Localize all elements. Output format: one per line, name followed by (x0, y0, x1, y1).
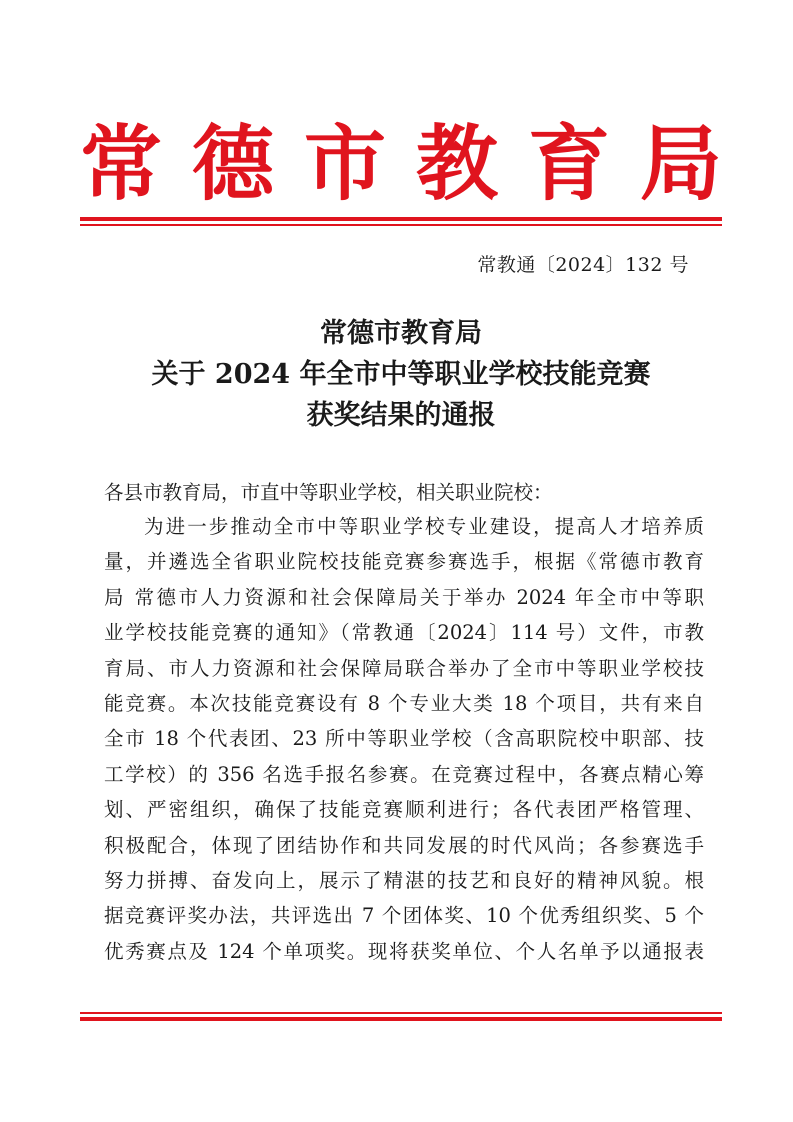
masthead-char: 育 (527, 116, 610, 212)
header-divider-thin (80, 224, 722, 226)
body-line: 局 常德市人力资源和社会保障局关于举办 2024 年全市中等职 (104, 585, 704, 609)
body-line: 为进一步推动全市中等职业学校专业建设，提高人才培养质 (144, 515, 704, 538)
body-line: 优秀赛点及 124 个单项奖。现将获奖单位、个人名单予以通报表 (104, 939, 704, 963)
title-line-3: 获奖结果的通报 (306, 400, 496, 431)
masthead-char: 常 (80, 116, 163, 212)
body-line: 业学校技能竞赛的通知》（常教通〔2024〕114 号）文件，市教 (104, 621, 704, 645)
body-line: 努力拼搏、奋发向上，展示了精湛的技艺和良好的精神风貌。根 (104, 868, 704, 892)
title-line-2: 关于 2024 年全市中等职业学校技能竞赛 (151, 359, 651, 390)
footer-divider-thin (80, 1012, 722, 1014)
masthead-char: 教 (415, 116, 498, 212)
title-line-1: 常德市教育局 (320, 318, 482, 349)
masthead-char: 局 (639, 116, 722, 212)
body-line: 能竞赛。本次技能竞赛设有 8 个专业大类 18 个项目，共有来自 (104, 691, 704, 715)
issuer-masthead (80, 118, 722, 210)
salutation: 各县市教育局，市直中等职业学校，相关职业院校： (104, 481, 553, 504)
masthead-char: 市 (303, 116, 386, 212)
header-divider-thick (80, 217, 722, 221)
body-line: 积极配合，体现了团结协作和共同发展的时代风尚；各参赛选手 (104, 833, 704, 857)
footer-divider-thick (80, 1017, 722, 1021)
masthead-char: 德 (191, 116, 274, 212)
body-line: 育局、市人力资源和社会保障局联合举办了全市中等职业学校技 (104, 656, 704, 680)
body-line: 量，并遴选全省职业院校技能竞赛参赛选手，根据《常德市教育 (104, 550, 704, 574)
body-paragraph (104, 509, 704, 969)
document-title (80, 313, 722, 436)
document-number: 常教通〔2024〕132 号 (477, 254, 689, 276)
body-line: 据竞赛评奖办法，共评选出 7 个团体奖、10 个优秀组织奖、5 个 (104, 904, 704, 928)
body-line: 工学校）的 356 名选手报名参赛。在竞赛过程中，各赛点精心筹 (104, 762, 704, 786)
body-line: 全市 18 个代表团、23 所中等职业学校（含高职院校中职部、技 (104, 727, 704, 751)
body-line: 划、严密组织，确保了技能竞赛顺利进行；各代表团严格管理、 (104, 798, 704, 822)
